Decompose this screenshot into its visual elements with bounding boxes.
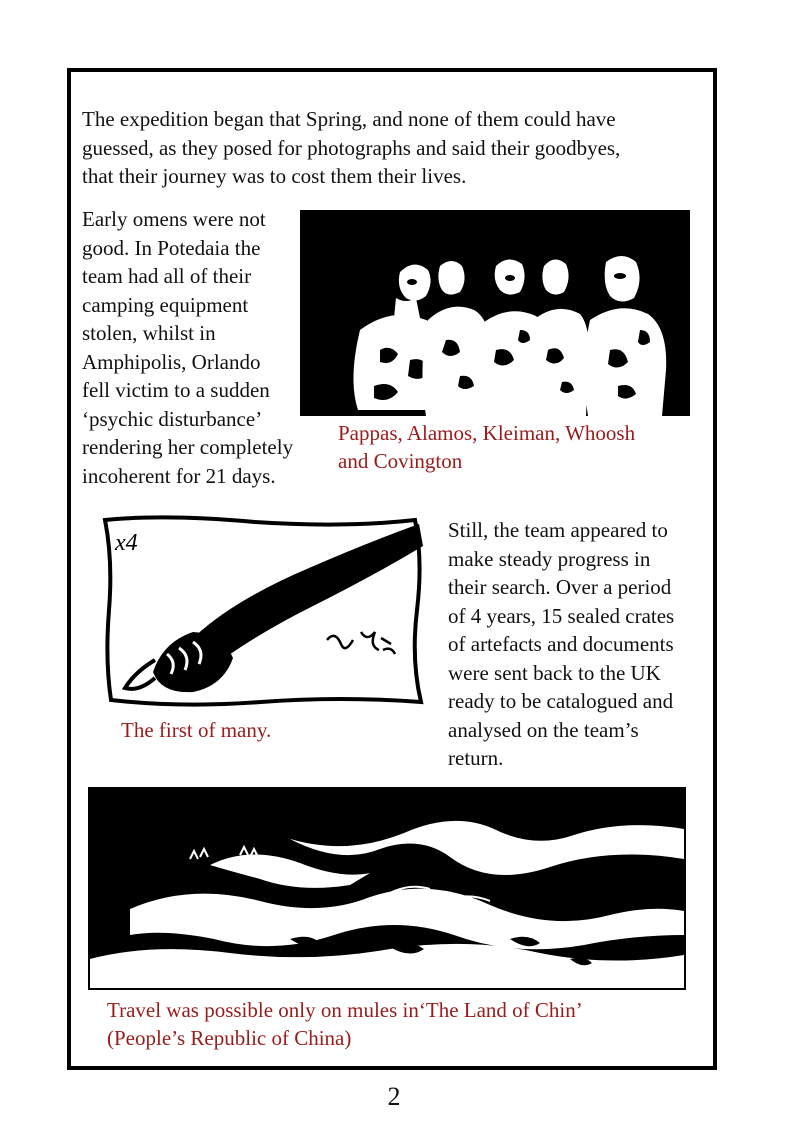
progress-paragraph [448,516,674,773]
photo-caption [338,419,635,475]
text-line: ‘psychic disturbance’ [82,406,263,431]
text-line: incoherent for 21 days. [82,463,276,488]
text-line: guessed, as they posed for photographs and said their goodbyes, [82,135,621,160]
text-line: their search. Over a period [448,575,672,599]
text-line: of artefacts and documents [448,632,674,656]
text-line: good. In Potedaia the [82,235,261,260]
text-line: ready to be catalogued and [448,689,674,713]
text-line: return. [448,746,504,770]
caption-line: and Covington [338,449,463,473]
text-line: The expedition began that Spring, and none of them could have [82,107,616,131]
text-line: analysed on the team’s [448,717,639,742]
landscape-caption [107,996,583,1052]
text-line: stolen, whilst in [82,321,216,345]
page-number: 2 [387,1082,401,1111]
scroll-illustration [97,510,429,710]
text-line: Amphipolis, Orlando [82,349,261,374]
caption-line: The first of many. [121,718,272,742]
text-line: fell victim to a sudden [82,378,270,402]
text-line: team had all of their [82,264,252,288]
scroll-caption [121,716,271,744]
text-line: Early omens were not [82,207,266,231]
text-line: were sent back to the UK [448,660,661,685]
text-line: that their journey was to cost them their lives. [82,164,467,188]
text-line: of 4 years, 15 sealed crates [448,603,675,628]
intro-paragraph [82,105,620,191]
scroll-corner-mark: x4 [115,530,138,556]
caption-line: (People’s Republic of China) [107,1026,352,1050]
group-photo [300,210,690,416]
omens-paragraph [82,205,293,490]
text-line: camping equipment [82,292,249,317]
text-line: make steady progress in [448,546,651,571]
text-line: rendering her completely [82,435,294,459]
caption-line: Travel was possible only on mules in‘The Land of Chin’ [107,998,583,1022]
caption-line: Pappas, Alamos, Kleiman, Whoosh [338,421,636,445]
text-line: Still, the team appeared to [448,518,668,542]
landscape-illustration [88,787,686,990]
